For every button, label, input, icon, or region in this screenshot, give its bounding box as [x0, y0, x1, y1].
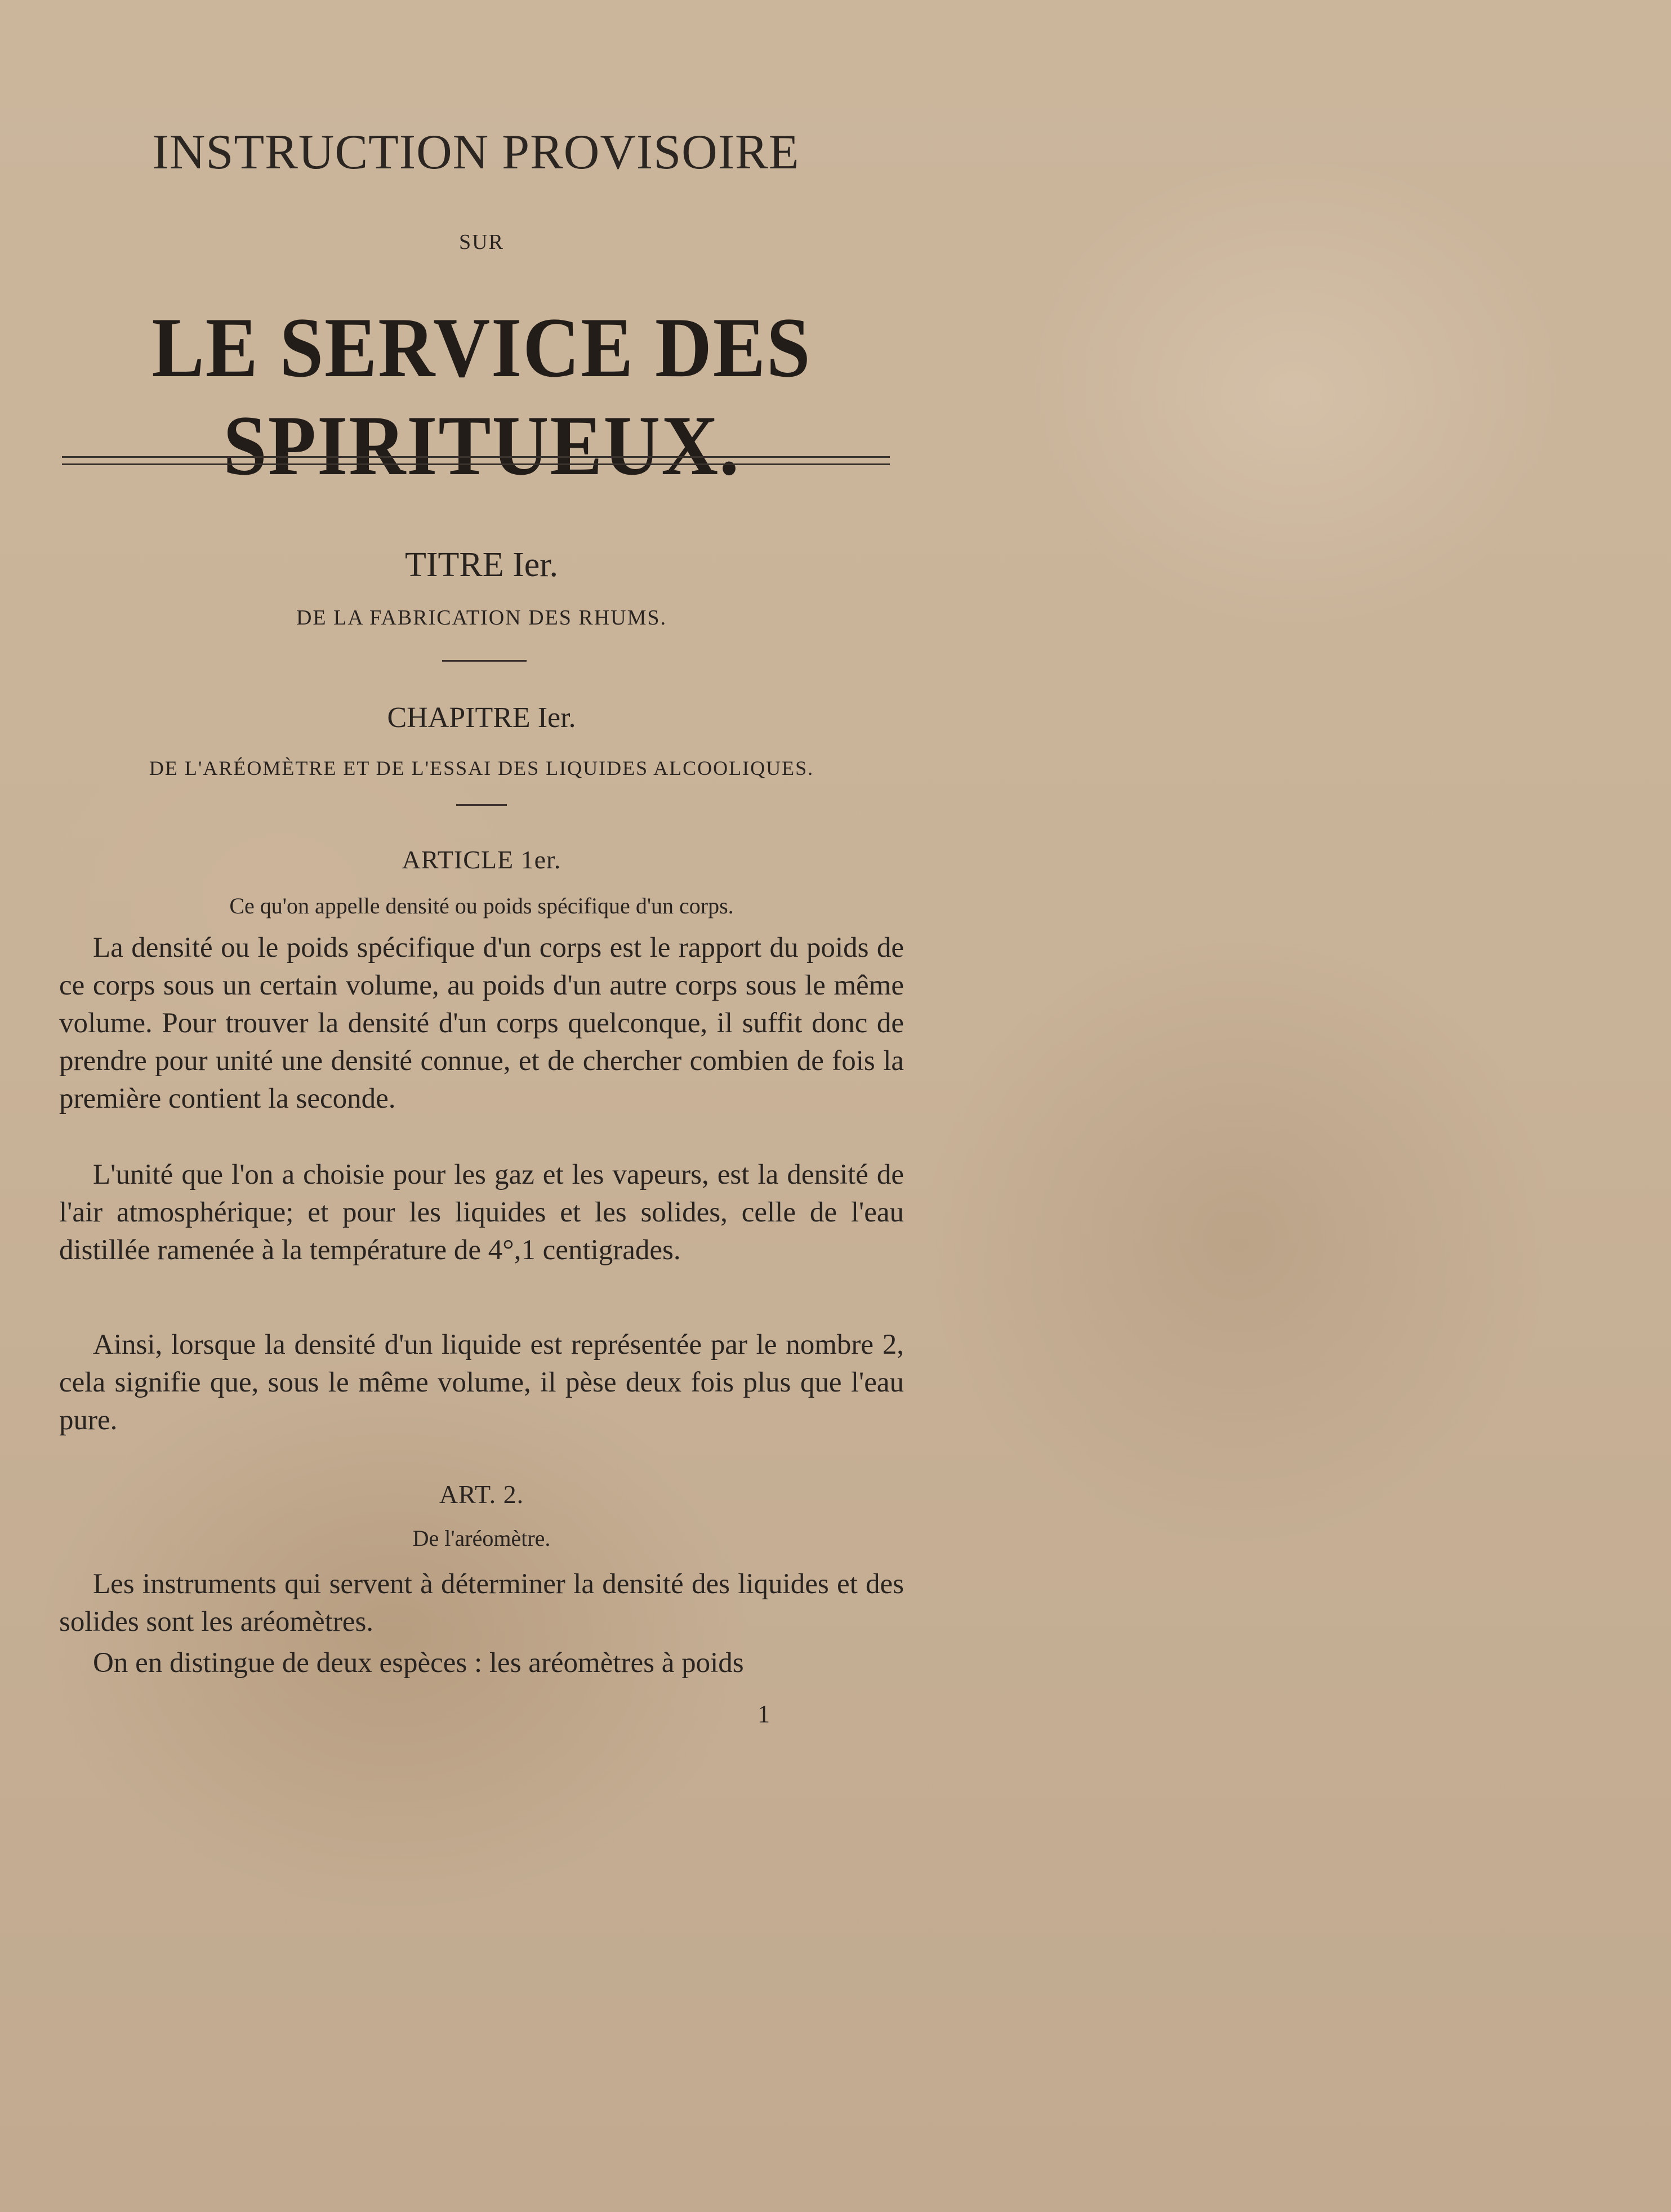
article1-heading: ARTICLE 1er. — [402, 845, 562, 874]
article1-subtitle: Ce qu'on appelle densité ou poids spécifique d'un corps. — [229, 893, 734, 918]
document-title-line2: LE SERVICE DES SPIRITUEUX. — [151, 300, 812, 493]
chapitre-rule — [456, 804, 507, 806]
document-title-line1: INSTRUCTION PROVISOIRE — [152, 125, 800, 180]
page-number: 1 — [757, 1700, 770, 1728]
titre-heading: TITRE Ier. — [404, 546, 558, 584]
chapitre-subtitle: DE L'ARÉOMÈTRE ET DE L'ESSAI DES LIQUIDES ALCOOLIQUES. — [149, 757, 814, 779]
article2-paragraph-2: On en distingue de deux espèces : les aréomètres à poids — [93, 1647, 744, 1679]
document-title-connector: SUR — [459, 230, 504, 254]
title-double-rule — [62, 456, 890, 465]
article1-paragraph-2: L'unité que l'on a choisie pour les gaz et les vapeurs, est la densité de l'air atmosphérique; et pour les liquides et les solides, celle de l'eau distillée ramenée à la température de 4°,1 centigrades. — [59, 1159, 904, 1266]
article2-paragraph-1: Les instruments qui servent à déterminer la densité des liquides et des solides sont les aréomètres. — [59, 1568, 904, 1638]
titre-rule — [442, 660, 527, 662]
article1-paragraph-1: La densité ou le poids spécifique d'un corps est le rapport du poids de ce corps sous un certain volume, au poids d'un autre corps sous le même volume. Pour trouver la densité d'un corps quelconque, il suffit donc de prendre pour unité une densité connue, et de chercher combien de fois la première contient la seconde. — [59, 932, 904, 1114]
titre-subtitle: DE LA FABRICATION DES RHUMS. — [296, 606, 667, 630]
article1-paragraph-3: Ainsi, lorsque la densité d'un liquide est représentée par le nombre 2, cela signifie que, sous le même volume, il pèse deux fois plus que l'eau pure. — [59, 1329, 904, 1436]
article2-subtitle: De l'aréomètre. — [412, 1526, 551, 1551]
article2-heading: ART. 2. — [439, 1480, 524, 1509]
chapitre-heading: CHAPITRE Ier. — [387, 702, 576, 734]
